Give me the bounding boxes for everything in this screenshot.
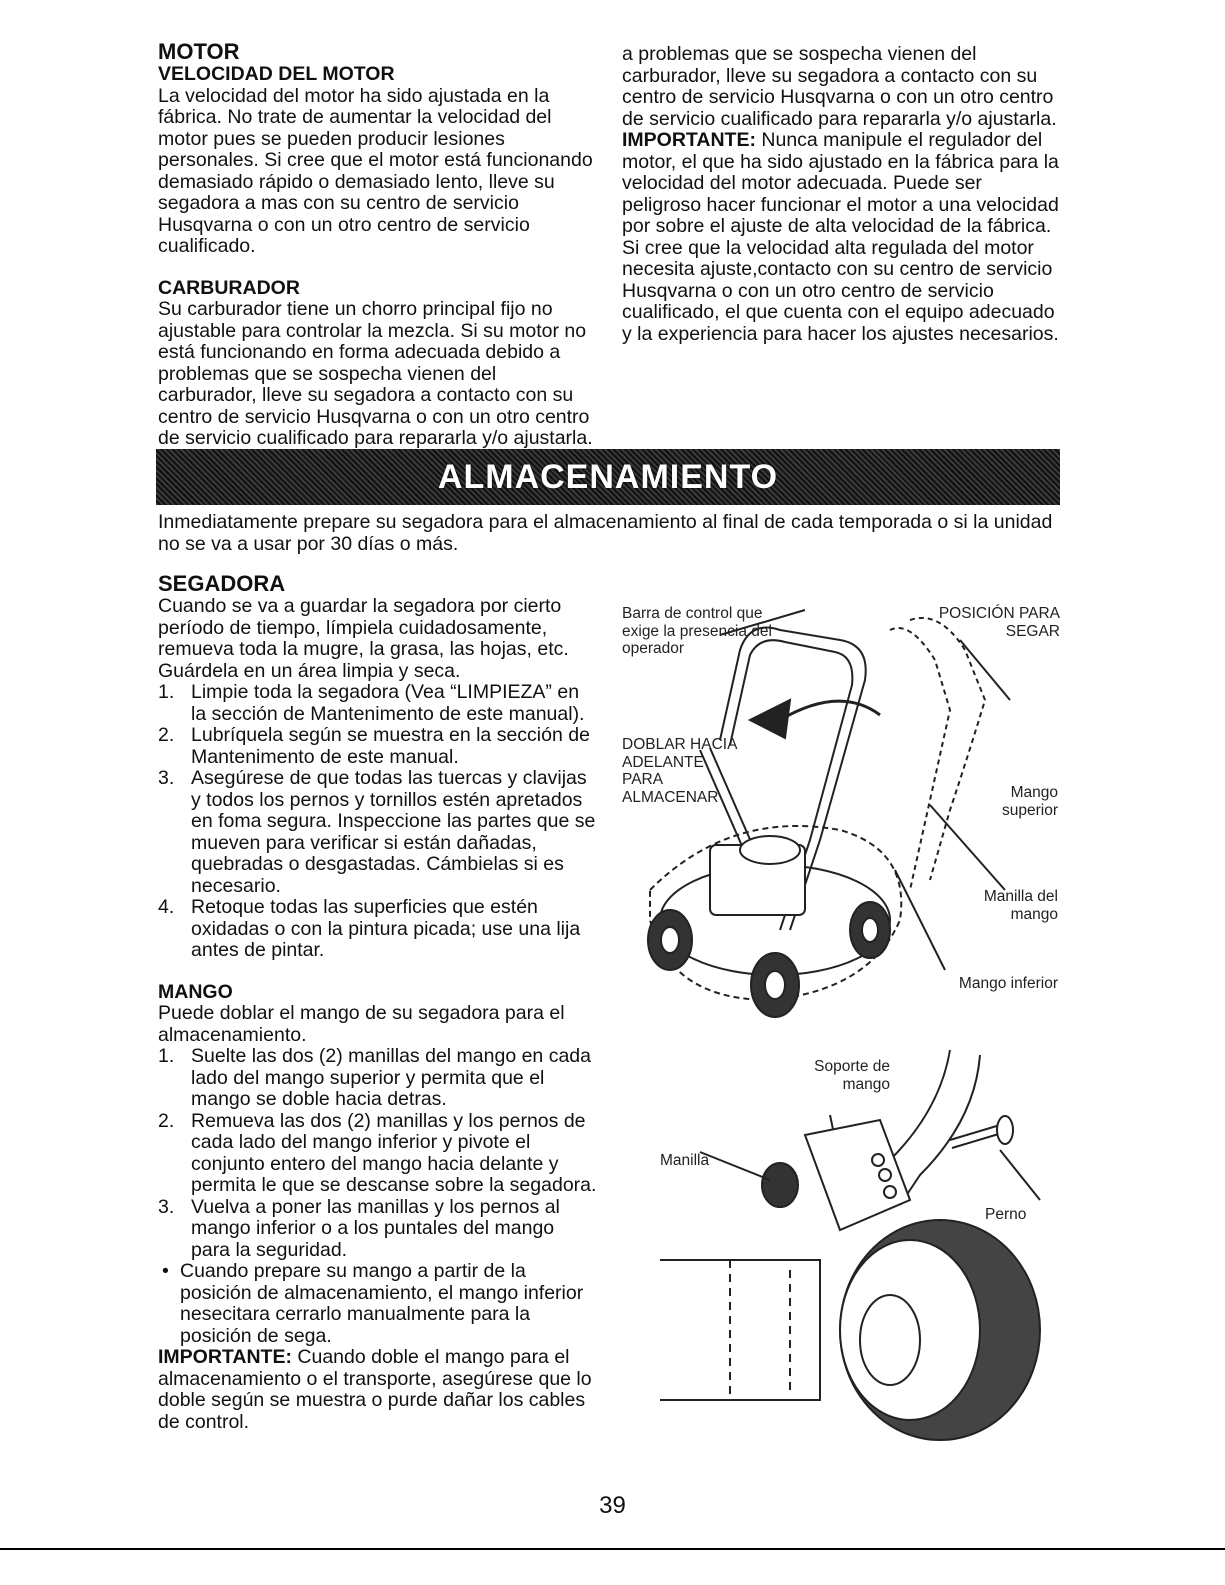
speed-title: VELOCIDAD DEL MOTOR xyxy=(158,63,395,85)
carb-text: Su carburador tiene un chorro principal fijo no ajustable para controlar la mezcla. Si su motor no está funcionando en forma adecuada debido a problemas que se sospecha vienen del carburador, lleve su segadora a contacto con su centro de servicio Husqvarna o con un otro centro de servicio cualificado para repararla y/o ajustarla. xyxy=(158,298,593,449)
label-barra: Barra de control que exige la presencia del operador xyxy=(622,605,772,657)
label-posicion: POSICIÓN PARA SEGAR xyxy=(938,605,1060,640)
label-soporte: Soporte de mango xyxy=(814,1058,890,1093)
label-perno: Perno xyxy=(985,1206,1027,1223)
list-item: 4. Retoque todas las superficies que estén oxidadas o con la pintura picada; use una lija antes de pintar. xyxy=(158,896,581,961)
label-mango-superior: Mango superior xyxy=(1002,784,1058,819)
banner-title: ALMACENAMIENTO xyxy=(437,457,779,496)
label-manilla-mango: Manilla del mango xyxy=(983,888,1058,923)
almacenamiento-banner xyxy=(156,449,1060,505)
list-item: 2. Lubríquela según se muestra en la sección de Mantenimento de este manual. xyxy=(158,724,590,768)
list-item: 1. Limpie toda la segadora (Vea “LIMPIEZA” en la sección de Mantenimento de este manual). xyxy=(158,681,585,725)
list-item: 2. Remueva las dos (2) manillas y los pernos de cada lado del mango inferior y pivote el conjunto entero del mango hacia delante y permita le que se descanse sobre la segadora. xyxy=(158,1109,597,1196)
mango-title: MANGO xyxy=(158,980,233,1003)
mango-important-text: Cuando doble el mango para el almacenamiento o el transporte, asegúrese que lo doble según se muestra o purde dañar los cables de control. xyxy=(158,1346,592,1433)
carb-title: CARBURADOR xyxy=(158,276,300,299)
segadora-text: Cuando se va a guardar la segadora por cierto período de tiempo, límpiela cuidadosamente, remueva toda la mugre, la grasa, las hojas, etc. Guárdela en un área limpia y seca. xyxy=(158,595,569,682)
label-mango-inferior: Mango inferior xyxy=(958,975,1058,992)
list-item: 3. Asegúrese de que todas las tuercas y clavijas y todos los pernos y tornillos estén apretados en foma segura. Inspeccione las partes que se mueven para verificar si están dañadas, quebradas o desgastadas. Cámbielas si es necesario. xyxy=(158,767,596,897)
motor-section xyxy=(158,39,598,449)
list-item: 1. Suelte las dos (2) manillas del mango en cada lado del mango superior y permita que el mango se doble hacia detras. xyxy=(158,1045,591,1110)
motor-important-text: Nunca manipule el regulador del motor, el que ha sido ajustado en la fábrica para la velocidad del motor adecuada. Puede ser peligroso hacer funcionar el motor a una velocidad por sobre el ajuste de alta velocidad de la fábrica. Si cree que la velocidad alta regulada del motor necesita ajuste,contacto con su centro de servicio Husqvarna o con un otro centro de servicio cualificado, el que cuenta con el equipo adecuado y la experiencia para hacer los ajustes necesarios. xyxy=(622,129,1059,345)
label-manilla: Manilla xyxy=(660,1152,710,1169)
segadora-list xyxy=(158,682,598,962)
page-number: 39 xyxy=(599,1492,626,1519)
mango-list xyxy=(158,1046,598,1347)
motor-title: MOTOR xyxy=(158,39,240,64)
motor-important-label: IMPORTANTE: xyxy=(622,129,756,151)
list-item: 3. Vuelva a poner las manillas y los pernos al mango inferior o a los puntales del mango para la seguridad. xyxy=(158,1195,560,1261)
mango-text: Puede doblar el mango de su segadora para el almacenamiento. xyxy=(158,1002,565,1046)
speed-text: La velocidad del motor ha sido ajustada en la fábrica. No trate de aumentar la velocidad del motor pues se pueden producir lesiones personales. Si cree que el motor está funcionando demasiado rápido o demasiado lento, lleve su segadora a mas con su centro de servicio Husqvarna o con un otro centro de servicio cualificado. xyxy=(158,84,593,257)
carb-continuation: a problemas que se sospecha vienen del carburador, lleve su segadora a contacto con su centro de servicio Husqvarna o con un otro centro de servicio cualificado para repararla y/o ajustarla. xyxy=(622,43,1057,130)
segadora-title: SEGADORA xyxy=(158,571,286,596)
list-item: • Cuando prepare su mango a partir de la posición de almacenamiento, el mango inferior nesecitara cerrarlo manualmente para la posición de sega. xyxy=(162,1260,584,1347)
storage-intro: Inmediatamente prepare su segadora para el almacenamiento al final de cada temporada o si la unidad no se va a usar por 30 días o más. xyxy=(158,511,1053,555)
mango-important-label: IMPORTANTE: xyxy=(158,1346,292,1368)
important-block xyxy=(622,44,1062,345)
motor-important xyxy=(622,130,1062,345)
mango-important xyxy=(158,1347,598,1433)
bottom-rule xyxy=(0,1548,1225,1550)
segadora-section xyxy=(158,572,598,1433)
label-doblar: DOBLAR HACIA ADELANTE PARA ALMACENAR xyxy=(622,736,737,806)
bracket-illustration xyxy=(640,1040,1060,1440)
